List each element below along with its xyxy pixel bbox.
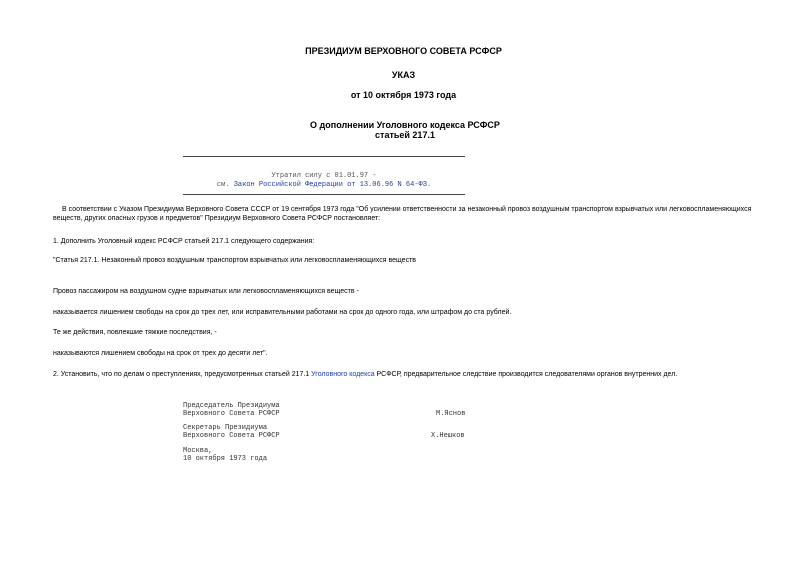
article-part-2: Те же действия, повлекшие тяжкие последствия, - [53,329,217,336]
paragraph-1: 1. Дополнить Уголовный кодекс РСФСР статьей 217.1 следующего содержания: [53,238,315,245]
chair-title-1: Председатель Президиума [183,402,280,410]
paragraph-2-end: РСФСР, предварительное следствие производится следователями органов внутренних дел. [374,371,678,378]
title-line-1: О дополнении Уголовного кодекса РСФСР [310,120,500,130]
secretary-title-2: Верховного Совета РСФСР [183,432,280,440]
signing-date: 10 октября 1973 года [183,455,268,463]
secretary-name: Х.Нешков [431,432,465,440]
notice-bottom-rule [183,194,465,195]
article-sanction-1: наказывается лишением свободы на срок до трех лет, или исправительными работами на срок до одного года, или штрафом до ста рублей. [53,309,512,316]
document-title [300,120,510,140]
article-sanction-2: наказываются лишением свободы на срок от трех до десяти лет". [53,350,268,357]
article-heading: "Статья 217.1. Незаконный провоз воздушным транспортом взрывчатых или легковоспламеняющихся веществ [53,257,416,264]
repeal-law-link[interactable]: Закон Российской Федерации от 13.06.96 N 64-ФЗ [233,181,427,189]
document-date: от 10 октября 1973 года [350,90,457,100]
notice-dot: . [426,181,432,189]
article-part-1: Провоз пассажиром на воздушном судне взрывчатых или легковоспламеняющихся веществ - [53,288,359,295]
notice-line-2 [183,181,465,189]
notice-top-rule [183,156,465,157]
intro-line-2: веществ, других опасных грузов и предметов" Президиум Верховного Совета РСФСР постановляет: [53,215,381,222]
secretary-title-1: Секретарь Президиума [183,424,268,432]
paragraph-2-start: 2. Установить, что по делам о преступлениях, предусмотренных статьей 217.1 [53,371,312,378]
title-line-2: статьей 217.1 [375,130,435,140]
notice-see: см. [216,181,234,189]
intro-line-1: В соответствии с Указом Президиума Верховного Совета СССР от 19 сентября 1973 года "Об усилении ответственности за незаконный провоз воздушным транспортом взрывчатых или легковоспламеняющихся [62,206,752,213]
chair-title-2: Верховного Совета РСФСР [183,410,280,418]
paragraph-2 [53,370,677,379]
issuer-heading: ПРЕЗИДИУМ ВЕРХОВНОГО СОВЕТА РСФСР [305,46,502,56]
signing-place: Москва, [183,447,213,455]
criminal-code-link[interactable]: Уголовного кодекса [311,371,375,378]
notice-line-1: Утратил силу с 01.01.97 - [271,172,377,180]
chair-name: М.Яснов [436,410,466,418]
document-type: УКАЗ [391,70,416,80]
